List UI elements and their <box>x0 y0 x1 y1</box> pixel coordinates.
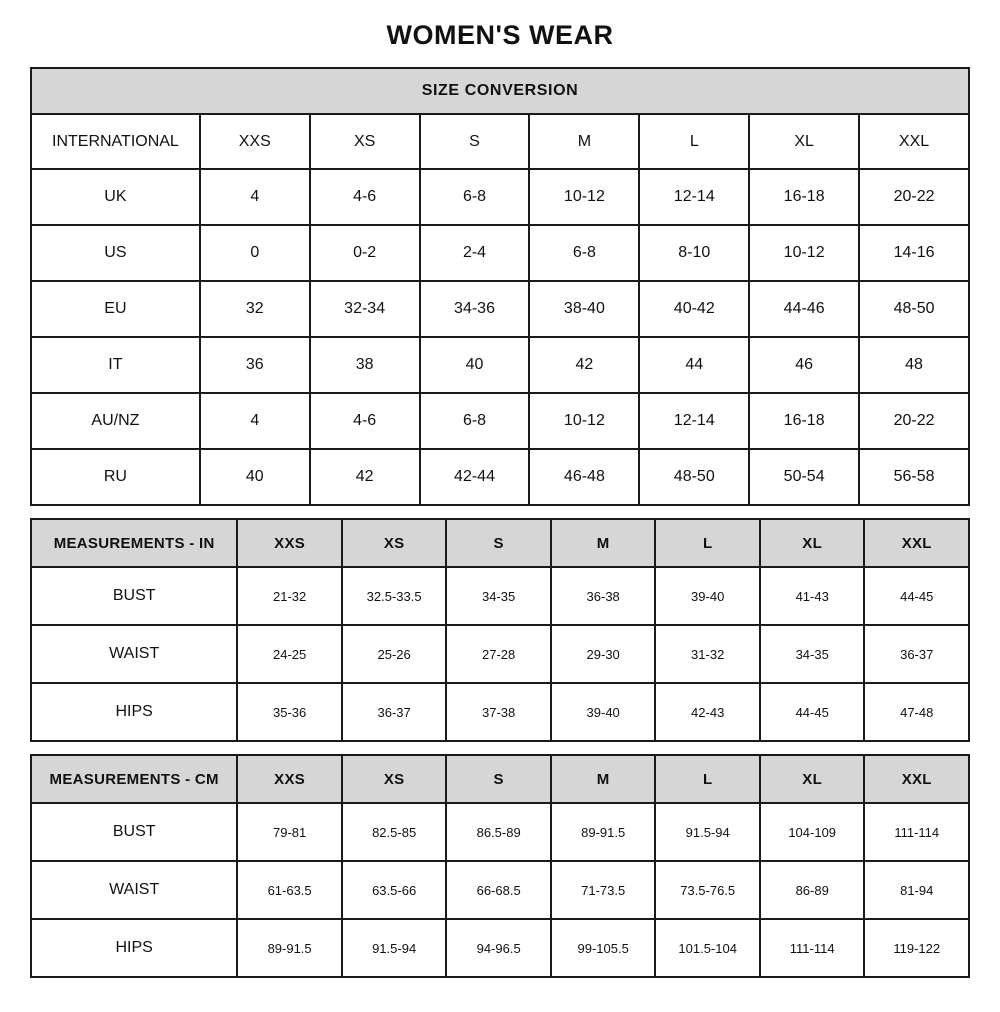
size-value-cell: 20-22 <box>859 169 969 225</box>
size-value-cell: 4 <box>200 169 310 225</box>
table-row-waist-in <box>31 625 969 683</box>
measurements-in-header-row <box>31 519 969 567</box>
size-value-cell: 40 <box>200 449 310 505</box>
measurement-value-cell: 91.5-94 <box>342 919 447 977</box>
row-label: EU <box>31 281 200 337</box>
size-value-cell: 12-14 <box>639 169 749 225</box>
table-row-hips-cm <box>31 919 969 977</box>
row-label: WAIST <box>31 861 237 919</box>
column-header-m: M <box>551 519 656 567</box>
column-header-l: L <box>655 755 760 803</box>
measurements-in-table <box>30 518 970 742</box>
measurement-value-cell: 36-38 <box>551 567 656 625</box>
measurement-value-cell: 32.5-33.5 <box>342 567 447 625</box>
size-value-cell: 0-2 <box>310 225 420 281</box>
measurement-value-cell: 111-114 <box>864 803 969 861</box>
size-value-cell: 40 <box>420 337 530 393</box>
column-header-s: S <box>446 519 551 567</box>
column-header-xs: XS <box>342 755 447 803</box>
column-header-xs: XS <box>342 519 447 567</box>
measurement-value-cell: 29-30 <box>551 625 656 683</box>
column-header-l: L <box>655 519 760 567</box>
measurement-value-cell: 82.5-85 <box>342 803 447 861</box>
measurement-value-cell: 86-89 <box>760 861 865 919</box>
row-label: WAIST <box>31 625 237 683</box>
measurement-value-cell: 39-40 <box>551 683 656 741</box>
size-value-cell: 46-48 <box>529 449 639 505</box>
size-value-cell: 12-14 <box>639 393 749 449</box>
column-header-xl: XL <box>749 114 859 169</box>
size-value-cell: 32 <box>200 281 310 337</box>
size-value-cell: 16-18 <box>749 393 859 449</box>
size-value-cell: 8-10 <box>639 225 749 281</box>
measurement-value-cell: 89-91.5 <box>237 919 342 977</box>
table-row-eu <box>31 281 969 337</box>
table-row-us <box>31 225 969 281</box>
measurement-value-cell: 73.5-76.5 <box>655 861 760 919</box>
column-header-xl: XL <box>760 519 865 567</box>
measurement-value-cell: 94-96.5 <box>446 919 551 977</box>
measurement-value-cell: 81-94 <box>864 861 969 919</box>
measurement-value-cell: 31-32 <box>655 625 760 683</box>
measurements-cm-table <box>30 754 970 978</box>
size-value-cell: 38-40 <box>529 281 639 337</box>
measurement-value-cell: 39-40 <box>655 567 760 625</box>
row-label: US <box>31 225 200 281</box>
size-value-cell: 48-50 <box>639 449 749 505</box>
table-row-bust-in <box>31 567 969 625</box>
size-value-cell: 34-36 <box>420 281 530 337</box>
column-header-measurements-cm: MEASUREMENTS - CM <box>31 755 237 803</box>
measurement-value-cell: 24-25 <box>237 625 342 683</box>
column-header-xs: XS <box>310 114 420 169</box>
size-value-cell: 44-46 <box>749 281 859 337</box>
size-value-cell: 4 <box>200 393 310 449</box>
size-value-cell: 42-44 <box>420 449 530 505</box>
column-header-xl: XL <box>760 755 865 803</box>
size-conversion-table <box>30 67 970 506</box>
row-label: BUST <box>31 803 237 861</box>
column-header-measurements-in: MEASUREMENTS - IN <box>31 519 237 567</box>
size-value-cell: 10-12 <box>749 225 859 281</box>
measurement-value-cell: 42-43 <box>655 683 760 741</box>
size-conversion-banner: SIZE CONVERSION <box>31 68 969 114</box>
measurements-cm-header-row <box>31 755 969 803</box>
measurement-value-cell: 36-37 <box>342 683 447 741</box>
size-value-cell: 16-18 <box>749 169 859 225</box>
size-value-cell: 40-42 <box>639 281 749 337</box>
size-value-cell: 6-8 <box>420 393 530 449</box>
table-row-ru <box>31 449 969 505</box>
size-value-cell: 42 <box>529 337 639 393</box>
row-label: UK <box>31 169 200 225</box>
size-value-cell: 0 <box>200 225 310 281</box>
size-value-cell: 10-12 <box>529 169 639 225</box>
page-title: WOMEN'S WEAR <box>386 20 614 50</box>
measurement-value-cell: 104-109 <box>760 803 865 861</box>
measurement-value-cell: 61-63.5 <box>237 861 342 919</box>
size-value-cell: 44 <box>639 337 749 393</box>
measurement-value-cell: 101.5-104 <box>655 919 760 977</box>
measurement-value-cell: 25-26 <box>342 625 447 683</box>
size-conversion-header-row <box>31 114 969 169</box>
size-value-cell: 4-6 <box>310 393 420 449</box>
row-label: IT <box>31 337 200 393</box>
row-label: HIPS <box>31 683 237 741</box>
measurement-value-cell: 63.5-66 <box>342 861 447 919</box>
measurement-value-cell: 44-45 <box>864 567 969 625</box>
table-row-uk <box>31 169 969 225</box>
row-label: AU/NZ <box>31 393 200 449</box>
size-value-cell: 48-50 <box>859 281 969 337</box>
table-row-waist-cm <box>31 861 969 919</box>
column-header-s: S <box>446 755 551 803</box>
table-row-hips-in <box>31 683 969 741</box>
size-value-cell: 10-12 <box>529 393 639 449</box>
measurement-value-cell: 34-35 <box>760 625 865 683</box>
column-header-l: L <box>639 114 749 169</box>
row-label: HIPS <box>31 919 237 977</box>
size-value-cell: 36 <box>200 337 310 393</box>
column-header-s: S <box>420 114 530 169</box>
size-value-cell: 48 <box>859 337 969 393</box>
size-conversion-banner-row <box>31 68 969 114</box>
measurement-value-cell: 79-81 <box>237 803 342 861</box>
column-header-xxs: XXS <box>200 114 310 169</box>
column-header-international: INTERNATIONAL <box>31 114 200 169</box>
column-header-xxl: XXL <box>859 114 969 169</box>
table-row-aunz <box>31 393 969 449</box>
row-label: RU <box>31 449 200 505</box>
size-value-cell: 42 <box>310 449 420 505</box>
measurement-value-cell: 66-68.5 <box>446 861 551 919</box>
table-row-bust-cm <box>31 803 969 861</box>
column-header-m: M <box>551 755 656 803</box>
measurement-value-cell: 119-122 <box>864 919 969 977</box>
size-value-cell: 2-4 <box>420 225 530 281</box>
column-header-m: M <box>529 114 639 169</box>
size-value-cell: 4-6 <box>310 169 420 225</box>
measurement-value-cell: 35-36 <box>237 683 342 741</box>
size-value-cell: 6-8 <box>420 169 530 225</box>
measurement-value-cell: 86.5-89 <box>446 803 551 861</box>
size-value-cell: 50-54 <box>749 449 859 505</box>
measurement-value-cell: 44-45 <box>760 683 865 741</box>
size-value-cell: 56-58 <box>859 449 969 505</box>
measurement-value-cell: 36-37 <box>864 625 969 683</box>
size-value-cell: 32-34 <box>310 281 420 337</box>
measurement-value-cell: 91.5-94 <box>655 803 760 861</box>
measurement-value-cell: 99-105.5 <box>551 919 656 977</box>
measurement-value-cell: 37-38 <box>446 683 551 741</box>
measurement-value-cell: 34-35 <box>446 567 551 625</box>
size-value-cell: 46 <box>749 337 859 393</box>
measurement-value-cell: 71-73.5 <box>551 861 656 919</box>
size-value-cell: 14-16 <box>859 225 969 281</box>
measurement-value-cell: 41-43 <box>760 567 865 625</box>
size-value-cell: 6-8 <box>529 225 639 281</box>
size-value-cell: 38 <box>310 337 420 393</box>
measurement-value-cell: 47-48 <box>864 683 969 741</box>
column-header-xxs: XXS <box>237 519 342 567</box>
column-header-xxs: XXS <box>237 755 342 803</box>
measurement-value-cell: 21-32 <box>237 567 342 625</box>
column-header-xxl: XXL <box>864 755 969 803</box>
size-value-cell: 20-22 <box>859 393 969 449</box>
table-row-it <box>31 337 969 393</box>
column-header-xxl: XXL <box>864 519 969 567</box>
measurement-value-cell: 111-114 <box>760 919 865 977</box>
measurement-value-cell: 27-28 <box>446 625 551 683</box>
measurement-value-cell: 89-91.5 <box>551 803 656 861</box>
row-label: BUST <box>31 567 237 625</box>
